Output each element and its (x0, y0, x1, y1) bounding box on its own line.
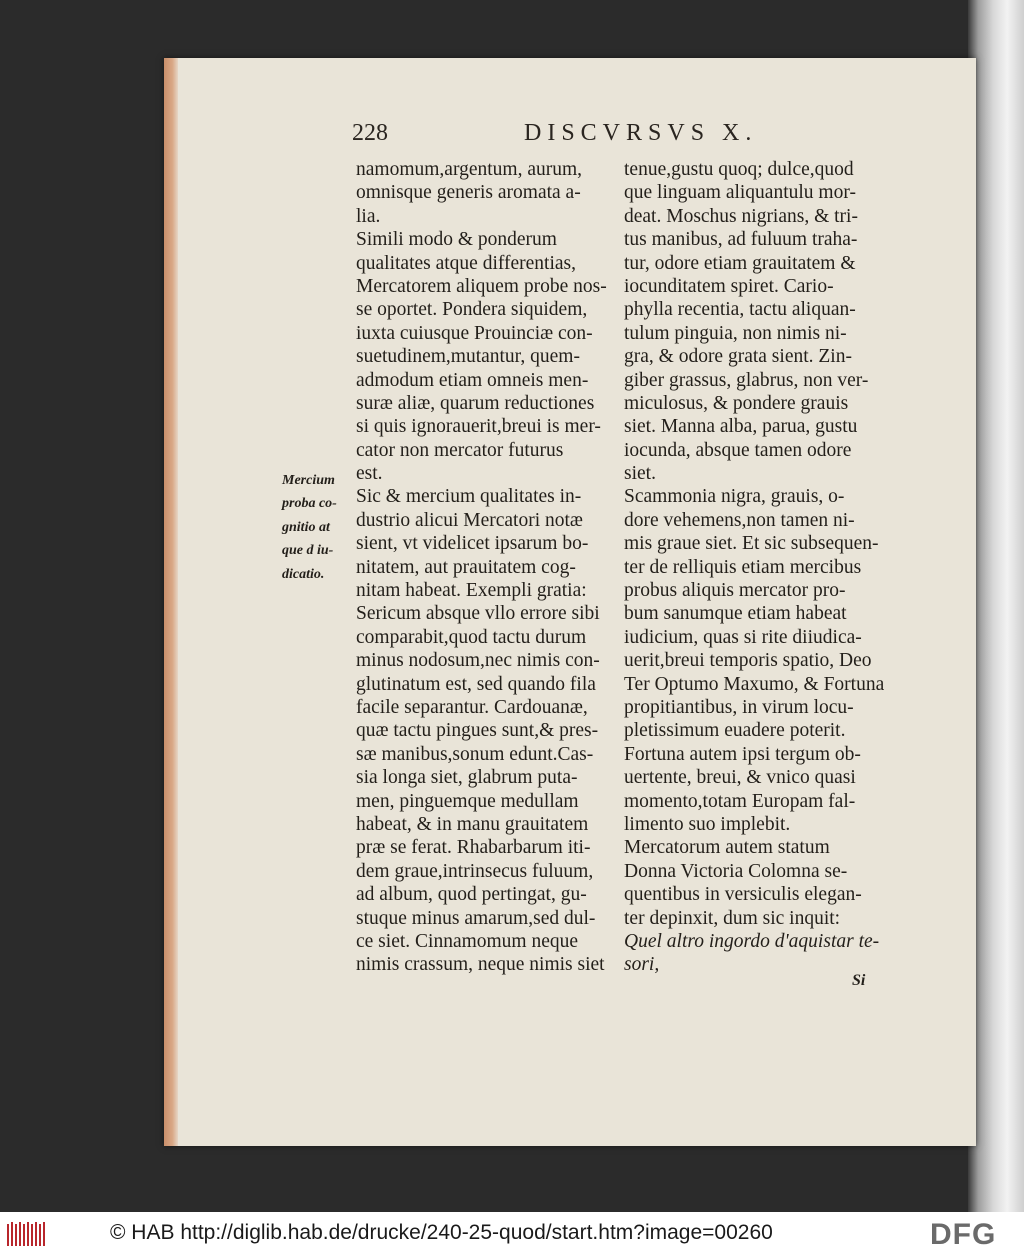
text-line: mis graue siet. Et sic subsequen- (624, 533, 879, 555)
margin-note-line: proba co- (282, 496, 337, 512)
text-line: lia. (356, 205, 381, 227)
margin-note (282, 470, 352, 587)
text-line: dustrio alicui Mercatori notæ (356, 509, 583, 531)
text-line: se oportet. Pondera siquidem, (356, 299, 588, 321)
text-line: nimis crassum, neque nimis siet (356, 954, 605, 976)
dfg-logo: DFG (930, 1218, 997, 1251)
text-line: admodum etiam omneis men- (356, 369, 589, 391)
text-line: iudicium, quas si rite diiudica- (624, 626, 862, 648)
text-line: tur, odore etiam grauitatem & (624, 252, 856, 274)
margin-note-line: gnitio at (282, 519, 330, 535)
text-line: sient, vt videlicet ipsarum bo- (356, 533, 589, 555)
text-line: Fortuna autem ipsi tergum ob- (624, 743, 861, 765)
right-text-column (624, 158, 890, 977)
text-line: Sericum absque vllo errore sibi (356, 603, 600, 625)
footer-bar (0, 1212, 1024, 1255)
text-line: namomum,argentum, aurum, (356, 159, 583, 180)
text-line: deat. Moschus nigrians, & tri- (624, 205, 858, 227)
left-text-column (356, 158, 608, 977)
text-line: ce siet. Cinnamomum neque (356, 930, 579, 952)
text-line: cator non mercator futurus (356, 439, 564, 461)
text-line: giber grassus, glabrus, non ver- (624, 369, 869, 391)
text-line: Simili modo & ponderum (356, 229, 557, 251)
text-line: ad album, quod pertingat, gu- (356, 884, 587, 906)
text-line: phylla recentia, tactu aliquan- (624, 299, 856, 321)
text-line: quentibus in versiculis elegan- (624, 884, 862, 906)
text-line: qualitates atque differentias, (356, 252, 577, 274)
text-line: gra, & odore grata sient. Zin- (624, 346, 852, 368)
text-line: tulum pinguia, non nimis ni- (624, 322, 847, 344)
text-line: iocunda, absque tamen odore (624, 439, 852, 461)
margin-note-line: que d iu- (282, 543, 334, 559)
margin-note-line: Mercium (282, 473, 335, 488)
text-line: suetudinem,mutantur, quem- (356, 346, 580, 368)
text-line: probus aliquis mercator pro- (624, 580, 846, 602)
text-line: Ter Optumo Maxumo, & Fortuna (624, 673, 885, 695)
text-line: dore vehemens,non tamen ni- (624, 509, 855, 531)
text-line: nitam habeat. Exempli gratia: (356, 580, 587, 602)
catchword: Si (852, 972, 866, 989)
book-block-edge (968, 0, 1024, 1212)
text-line: comparabit,quod tactu durum (356, 626, 587, 648)
text-line: uerit,breui temporis spatio, Deo (624, 650, 872, 672)
text-line: iuxta cuiusque Prouinciæ con- (356, 322, 593, 344)
text-line: Sic & mercium qualitates in- (356, 486, 582, 508)
text-line: glutinatum est, sed quando fila (356, 673, 596, 695)
text-line: iocunditatem spiret. Cario- (624, 275, 834, 297)
text-line: Donna Victoria Colomna se- (624, 860, 848, 882)
text-line: momento,totam Europam fal- (624, 790, 856, 812)
text-line: habeat, & in manu grauitatem (356, 813, 589, 835)
text-line: nitatem, aut prauitatem cog- (356, 556, 576, 578)
text-line: ter de relliquis etiam mercibus (624, 556, 862, 578)
margin-note-line: dicatio. (282, 566, 325, 582)
text-line: que linguam aliquantulu mor- (624, 182, 856, 204)
text-line: ter depinxit, dum sic inquit: (624, 907, 841, 929)
text-line: quæ tactu pingues sunt,& pres- (356, 720, 599, 742)
page-header (352, 120, 892, 156)
text-line: miculosus, & pondere grauis (624, 392, 849, 414)
text-line: est. (356, 463, 383, 485)
text-line: suræ aliæ, quarum reductiones (356, 392, 595, 414)
text-line: siet. (624, 463, 656, 485)
text-line: sori, (624, 954, 660, 976)
text-line: facile separantur. Cardouanæ, (356, 696, 588, 718)
running-head: DISCVRSVS X. (524, 120, 758, 146)
text-line: Mercatorem aliquem probe nos- (356, 275, 607, 297)
text-line: men, pinguemque medullam (356, 790, 579, 812)
text-line: sæ manibus,sonum edunt.Cas- (356, 743, 594, 765)
text-line: dem graue,intrinsecus fuluum, (356, 860, 594, 882)
text-line: minus nodosum,nec nimis con- (356, 650, 600, 672)
text-line: Scammonia nigra, grauis, o- (624, 486, 845, 508)
text-line: si quis ignorauerit,breui is mer- (356, 416, 601, 438)
text-line: bum sanumque etiam habeat (624, 603, 847, 625)
hab-logo-icon (6, 1220, 46, 1248)
text-line: sia longa siet, glabrum puta- (356, 767, 578, 789)
text-line: tus manibus, ad fuluum traha- (624, 229, 858, 251)
text-line: propitiantibus, in virum locu- (624, 696, 854, 718)
page-gutter-edge (164, 58, 178, 1146)
text-line: tenue,gustu quoq; dulce,quod (624, 159, 854, 180)
page-number: 228 (352, 120, 388, 146)
text-line: stuque minus amarum,sed dul- (356, 907, 596, 929)
text-line: Mercatorum autem statum (624, 837, 830, 859)
text-line: Quel altro ingordo d'aquistar te- (624, 930, 880, 952)
text-line: præ se ferat. Rhabarbarum iti- (356, 837, 591, 859)
text-line: pletissimum euadere poterit. (624, 720, 846, 742)
text-line: uertente, breui, & vnico quasi (624, 767, 856, 789)
text-line: siet. Manna alba, parua, gustu (624, 416, 858, 438)
text-line: omnisque generis aromata a- (356, 182, 581, 204)
text-line: limento suo implebit. (624, 813, 791, 835)
copyright-url-text: © HAB http://diglib.hab.de/drucke/240-25-quod/start.htm?image=00260 (110, 1221, 773, 1244)
